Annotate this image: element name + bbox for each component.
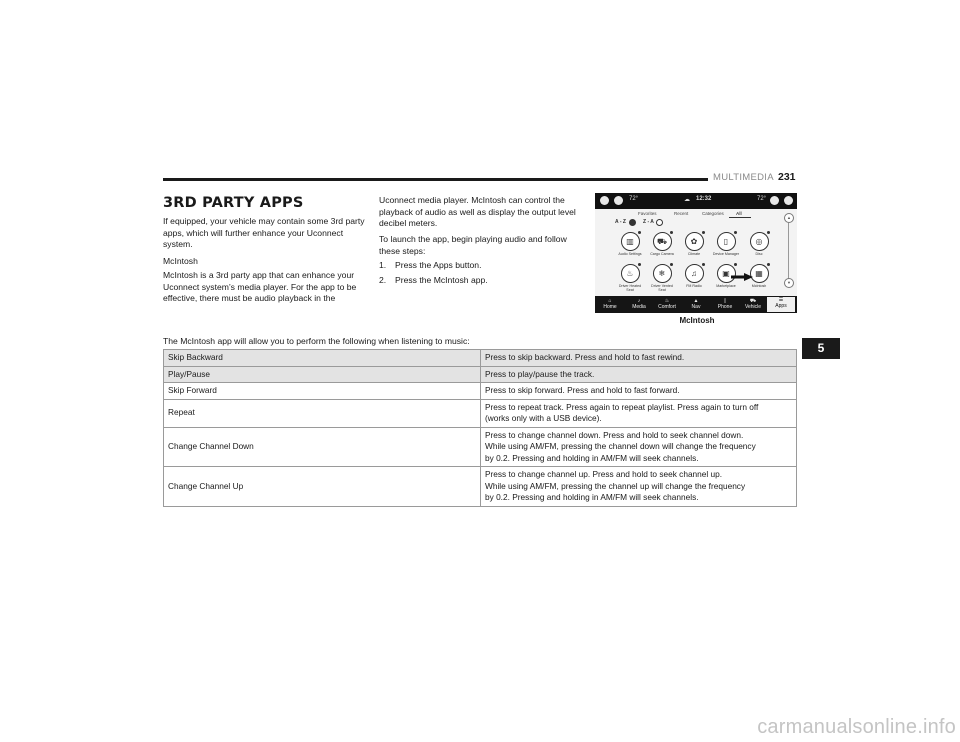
feature-description <box>481 467 797 507</box>
uconnect-screenshot <box>595 193 797 313</box>
cart-icon: ▣ <box>717 264 736 283</box>
app-tile <box>679 232 709 256</box>
feature-table <box>163 349 797 507</box>
tab-categories: Categories <box>702 211 724 216</box>
nav-vehicle <box>739 298 767 311</box>
nav-label: Media <box>632 304 646 310</box>
section-heading: 3RD PARTY APPS <box>163 195 304 211</box>
nav-phone <box>711 298 739 311</box>
music-note-icon: ♫ <box>685 264 704 283</box>
feature-description <box>481 350 797 367</box>
nav-apps <box>767 297 795 312</box>
vented-seat-icon: ❄ <box>653 264 672 283</box>
app-tile <box>711 232 741 256</box>
equalizer-icon: ▥ <box>621 232 640 251</box>
apps-panel <box>595 209 797 296</box>
screen-clock: 12:32 <box>696 196 712 202</box>
app-tile <box>647 232 677 256</box>
app-label: Driver Heated Seat <box>618 284 642 293</box>
app-label: Disc <box>755 252 763 256</box>
app-tile <box>615 232 645 256</box>
fan-icon: ✿ <box>685 232 704 251</box>
app-label: Audio Settings <box>618 252 642 256</box>
nav-label: Phone <box>717 304 733 310</box>
app-tile <box>647 264 677 292</box>
feature-description <box>481 383 797 400</box>
screen-user-icon <box>614 196 623 205</box>
pointer-arrow-icon <box>731 273 753 281</box>
table-row <box>164 383 797 400</box>
table-row <box>164 366 797 383</box>
page-number: 231 <box>778 171 796 183</box>
mcintosh-paragraph: McIntosh is a 3rd party app that can enhance your Uconnect system’s media player. For the app to be effective, there must be audio playback in the <box>163 270 357 304</box>
nav-label: Home <box>603 304 617 310</box>
app-label: Climate <box>687 252 701 256</box>
screen-temp-left: 72° <box>629 196 639 202</box>
heated-seat-icon: ♨ <box>621 264 640 283</box>
screen-temp-right: 72° <box>757 196 767 202</box>
watermark: carmanualsonline.info <box>757 716 956 738</box>
step-list <box>379 260 581 289</box>
feature-name: Change Channel Down <box>164 427 481 467</box>
phone-icon: ▯ <box>717 232 736 251</box>
mcintosh-subheading: McIntosh <box>163 256 198 266</box>
step-item <box>379 260 581 272</box>
screen-top-bar <box>595 193 797 209</box>
app-label: Cargo Camera <box>650 252 674 256</box>
home-icon: ⌂ <box>608 298 612 304</box>
description-line: Press to repeat track. Press again to repeat playlist. Press again to turn off <box>485 401 759 412</box>
weather-icon: ☁ <box>684 197 690 203</box>
mcintosh-paragraph-continued: Uconnect media player. McIntosh can control the playback of audio as well as display the output level decibel meters. <box>379 195 576 229</box>
scroll-up-icon: ▲ <box>784 213 794 223</box>
media-icon: ♪ <box>637 298 641 304</box>
tab-all: All <box>736 211 742 216</box>
feature-name: Change Channel Up <box>164 467 481 507</box>
nav-home <box>596 298 624 311</box>
step-item <box>379 275 581 287</box>
description-line: by 0.2. Pressing and holding in AM/FM will seek channels. <box>485 452 699 463</box>
app-tile <box>615 264 645 292</box>
feature-name: Repeat <box>164 399 481 427</box>
active-tab-indicator <box>729 217 751 218</box>
screen-climate-icon <box>770 196 779 205</box>
nav-label: Comfort <box>658 304 676 310</box>
nav-comfort <box>653 298 681 311</box>
table-row <box>164 427 797 467</box>
description-line: While using AM/FM, pressing the channel down will change the frequency <box>485 441 756 451</box>
intro-paragraph: If equipped, your vehicle may contain some 3rd party apps, which will further enhance your Uconnect system. <box>163 216 365 250</box>
phone-icon: ▯ <box>723 298 727 304</box>
nav-media <box>625 298 653 311</box>
description-line: Press to skip forward. Press and hold to fast forward. <box>485 385 680 395</box>
screen-home-icon <box>600 196 609 205</box>
tab-favorites: Favorites <box>638 211 657 216</box>
table-row <box>164 467 797 507</box>
nav-label: Nav <box>691 304 701 310</box>
step-number: 1. <box>379 260 387 270</box>
nav-label: Apps <box>775 303 787 309</box>
app-label: McIntosh <box>751 284 767 288</box>
feature-description <box>481 366 797 383</box>
description-line: Press to play/pause the track. <box>485 368 595 379</box>
description-line: (works only with a USB device). <box>485 413 602 423</box>
feature-name: Skip Backward <box>164 350 481 367</box>
mcintosh-icon: ▦ <box>750 264 769 283</box>
header-rule <box>163 178 708 181</box>
table-row <box>164 350 797 367</box>
radio-unselected-icon <box>656 219 663 226</box>
feature-name: Skip Forward <box>164 383 481 400</box>
apps-icon: ☰ <box>778 297 784 303</box>
header-section-title: MULTIMEDIA <box>713 172 774 183</box>
disc-icon: ◎ <box>750 232 769 251</box>
app-label: Device Manager <box>712 252 740 256</box>
scroll-track <box>788 223 789 281</box>
radio-selected-icon <box>629 219 636 226</box>
description-line: While using AM/FM, pressing the channel up will change the frequency <box>485 480 746 491</box>
description-line: by 0.2. Pressing and holding in AM/FM will seek channels. <box>485 492 699 502</box>
vehicle-icon: ⛟ <box>749 298 757 304</box>
screen-seat-icon <box>784 196 793 205</box>
sort-z-a: Z - A <box>643 219 654 225</box>
figure-caption: McIntosh <box>679 316 715 325</box>
step-text: Press the Apps button. <box>395 260 482 270</box>
app-label: FM Radio <box>686 284 702 288</box>
description-line: Press to change channel down. Press and hold to seek channel down. <box>485 429 744 440</box>
table-intro: The McIntosh app will allow you to perform the following when listening to music: <box>163 336 470 346</box>
feature-name: Play/Pause <box>164 366 481 383</box>
navigation-icon: ▲ <box>693 298 699 304</box>
tab-recent: Recent <box>674 211 689 216</box>
description-line: Press to skip backward. Press and hold to fast rewind. <box>485 352 685 362</box>
step-number: 2. <box>379 274 387 285</box>
feature-description <box>481 427 797 467</box>
screen-nav-bar <box>595 296 797 313</box>
app-tile <box>679 264 709 288</box>
comfort-icon: ♨ <box>664 298 670 304</box>
sort-a-z: A - Z <box>615 219 626 225</box>
launch-instructions: To launch the app, begin playing audio and follow these steps: <box>379 234 567 256</box>
app-tile <box>744 232 774 256</box>
app-label: Driver Vented Seat <box>651 284 673 293</box>
nav-nav <box>682 298 710 311</box>
table-row <box>164 399 797 427</box>
nav-label: Vehicle <box>744 304 762 310</box>
step-text: Press the McIntosh app. <box>395 274 488 285</box>
truck-icon: ⛟ <box>653 232 672 251</box>
scroll-down-icon: ▼ <box>784 278 794 288</box>
app-label: Marketplace <box>716 284 736 288</box>
feature-description <box>481 399 797 427</box>
description-line: Press to change channel up. Press and hold to seek channel up. <box>485 469 723 479</box>
chapter-tab: 5 <box>802 338 840 359</box>
